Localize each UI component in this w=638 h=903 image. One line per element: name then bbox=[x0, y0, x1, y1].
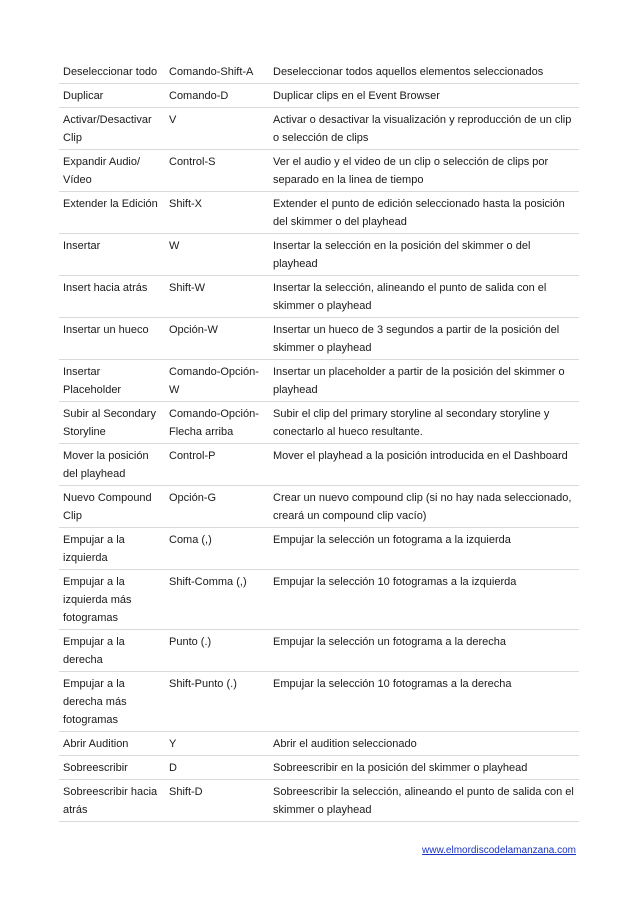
description-cell: Empujar la selección un fotograma a la izquierda bbox=[269, 528, 579, 570]
table-row bbox=[59, 486, 579, 528]
table-row bbox=[59, 318, 579, 360]
action-cell: Empujar a la derecha más fotogramas bbox=[59, 672, 165, 732]
shortcut-cell: Comando-Opción-Flecha arriba bbox=[165, 402, 269, 444]
description-cell: Subir el clip del primary storyline al secondary storyline y conectarlo al hueco resultante. bbox=[269, 402, 579, 444]
table-row bbox=[59, 780, 579, 822]
description-cell: Insertar un hueco de 3 segundos a partir de la posición del skimmer o playhead bbox=[269, 318, 579, 360]
shortcut-cell: Comando-D bbox=[165, 84, 269, 108]
description-cell: Activar o desactivar la visualización y reproducción de un clip o selección de clips bbox=[269, 108, 579, 150]
description-cell: Sobreescribir la selección, alineando el punto de salida con el skimmer o playhead bbox=[269, 780, 579, 822]
action-cell: Mover la posición del playhead bbox=[59, 444, 165, 486]
shortcut-cell: Opción-W bbox=[165, 318, 269, 360]
table-row bbox=[59, 276, 579, 318]
shortcut-cell: Shift-X bbox=[165, 192, 269, 234]
shortcut-cell: Shift-W bbox=[165, 276, 269, 318]
action-cell: Deseleccionar todo bbox=[59, 60, 165, 84]
table-row bbox=[59, 630, 579, 672]
action-cell: Activar/Desactivar Clip bbox=[59, 108, 165, 150]
description-cell: Empujar la selección 10 fotogramas a la izquierda bbox=[269, 570, 579, 630]
action-cell: Empujar a la izquierda más fotogramas bbox=[59, 570, 165, 630]
shortcut-cell: Punto (.) bbox=[165, 630, 269, 672]
table-row bbox=[59, 84, 579, 108]
action-cell: Sobreescribir hacia atrás bbox=[59, 780, 165, 822]
table-row bbox=[59, 234, 579, 276]
action-cell: Extender la Edición bbox=[59, 192, 165, 234]
shortcut-cell: Comando-Shift-A bbox=[165, 60, 269, 84]
table-row bbox=[59, 360, 579, 402]
shortcut-cell: Coma (,) bbox=[165, 528, 269, 570]
description-cell: Extender el punto de edición seleccionado hasta la posición del skimmer o del playhead bbox=[269, 192, 579, 234]
shortcut-cell: V bbox=[165, 108, 269, 150]
table-row bbox=[59, 192, 579, 234]
description-cell: Sobreescribir en la posición del skimmer o playhead bbox=[269, 756, 579, 780]
description-cell: Empujar la selección 10 fotogramas a la derecha bbox=[269, 672, 579, 732]
table-row bbox=[59, 402, 579, 444]
shortcut-cell: Shift-D bbox=[165, 780, 269, 822]
description-cell: Insertar la selección en la posición del skimmer o del playhead bbox=[269, 234, 579, 276]
table-row bbox=[59, 756, 579, 780]
description-cell: Ver el audio y el video de un clip o selección de clips por separado en la linea de tiempo bbox=[269, 150, 579, 192]
shortcuts-table bbox=[59, 60, 579, 822]
shortcuts-table-body bbox=[59, 60, 579, 822]
action-cell: Insertar un hueco bbox=[59, 318, 165, 360]
action-cell: Nuevo Compound Clip bbox=[59, 486, 165, 528]
description-cell: Abrir el audition seleccionado bbox=[269, 732, 579, 756]
shortcut-cell: Opción-G bbox=[165, 486, 269, 528]
shortcut-cell: D bbox=[165, 756, 269, 780]
footer-website-link[interactable]: www.elmordiscodelamanzana.com bbox=[422, 845, 576, 856]
action-cell: Expandir Audio/ Vídeo bbox=[59, 150, 165, 192]
table-row bbox=[59, 672, 579, 732]
shortcut-cell: Control-P bbox=[165, 444, 269, 486]
description-cell: Empujar la selección un fotograma a la derecha bbox=[269, 630, 579, 672]
shortcut-cell: Shift-Punto (.) bbox=[165, 672, 269, 732]
shortcut-cell: Control-S bbox=[165, 150, 269, 192]
action-cell: Abrir Audition bbox=[59, 732, 165, 756]
action-cell: Insertar Placeholder bbox=[59, 360, 165, 402]
shortcut-cell: Shift-Comma (,) bbox=[165, 570, 269, 630]
description-cell: Duplicar clips en el Event Browser bbox=[269, 84, 579, 108]
description-cell: Crear un nuevo compound clip (si no hay nada seleccionado, creará un compound clip vacío) bbox=[269, 486, 579, 528]
action-cell: Duplicar bbox=[59, 84, 165, 108]
shortcut-cell: Comando-Opción-W bbox=[165, 360, 269, 402]
description-cell: Mover el playhead a la posición introducida en el Dashboard bbox=[269, 444, 579, 486]
action-cell: Empujar a la derecha bbox=[59, 630, 165, 672]
action-cell: Sobreescribir bbox=[59, 756, 165, 780]
description-cell: Insertar la selección, alineando el punto de salida con el skimmer o playhead bbox=[269, 276, 579, 318]
shortcut-cell: Y bbox=[165, 732, 269, 756]
description-cell: Deseleccionar todos aquellos elementos seleccionados bbox=[269, 60, 579, 84]
shortcut-cell: W bbox=[165, 234, 269, 276]
table-row bbox=[59, 570, 579, 630]
description-cell: Insertar un placeholder a partir de la posición del skimmer o playhead bbox=[269, 360, 579, 402]
action-cell: Insertar bbox=[59, 234, 165, 276]
table-row bbox=[59, 444, 579, 486]
table-row bbox=[59, 60, 579, 84]
action-cell: Insert hacia atrás bbox=[59, 276, 165, 318]
action-cell: Subir al Secondary Storyline bbox=[59, 402, 165, 444]
table-row bbox=[59, 108, 579, 150]
table-row bbox=[59, 528, 579, 570]
table-row bbox=[59, 150, 579, 192]
table-row bbox=[59, 732, 579, 756]
action-cell: Empujar a la izquierda bbox=[59, 528, 165, 570]
